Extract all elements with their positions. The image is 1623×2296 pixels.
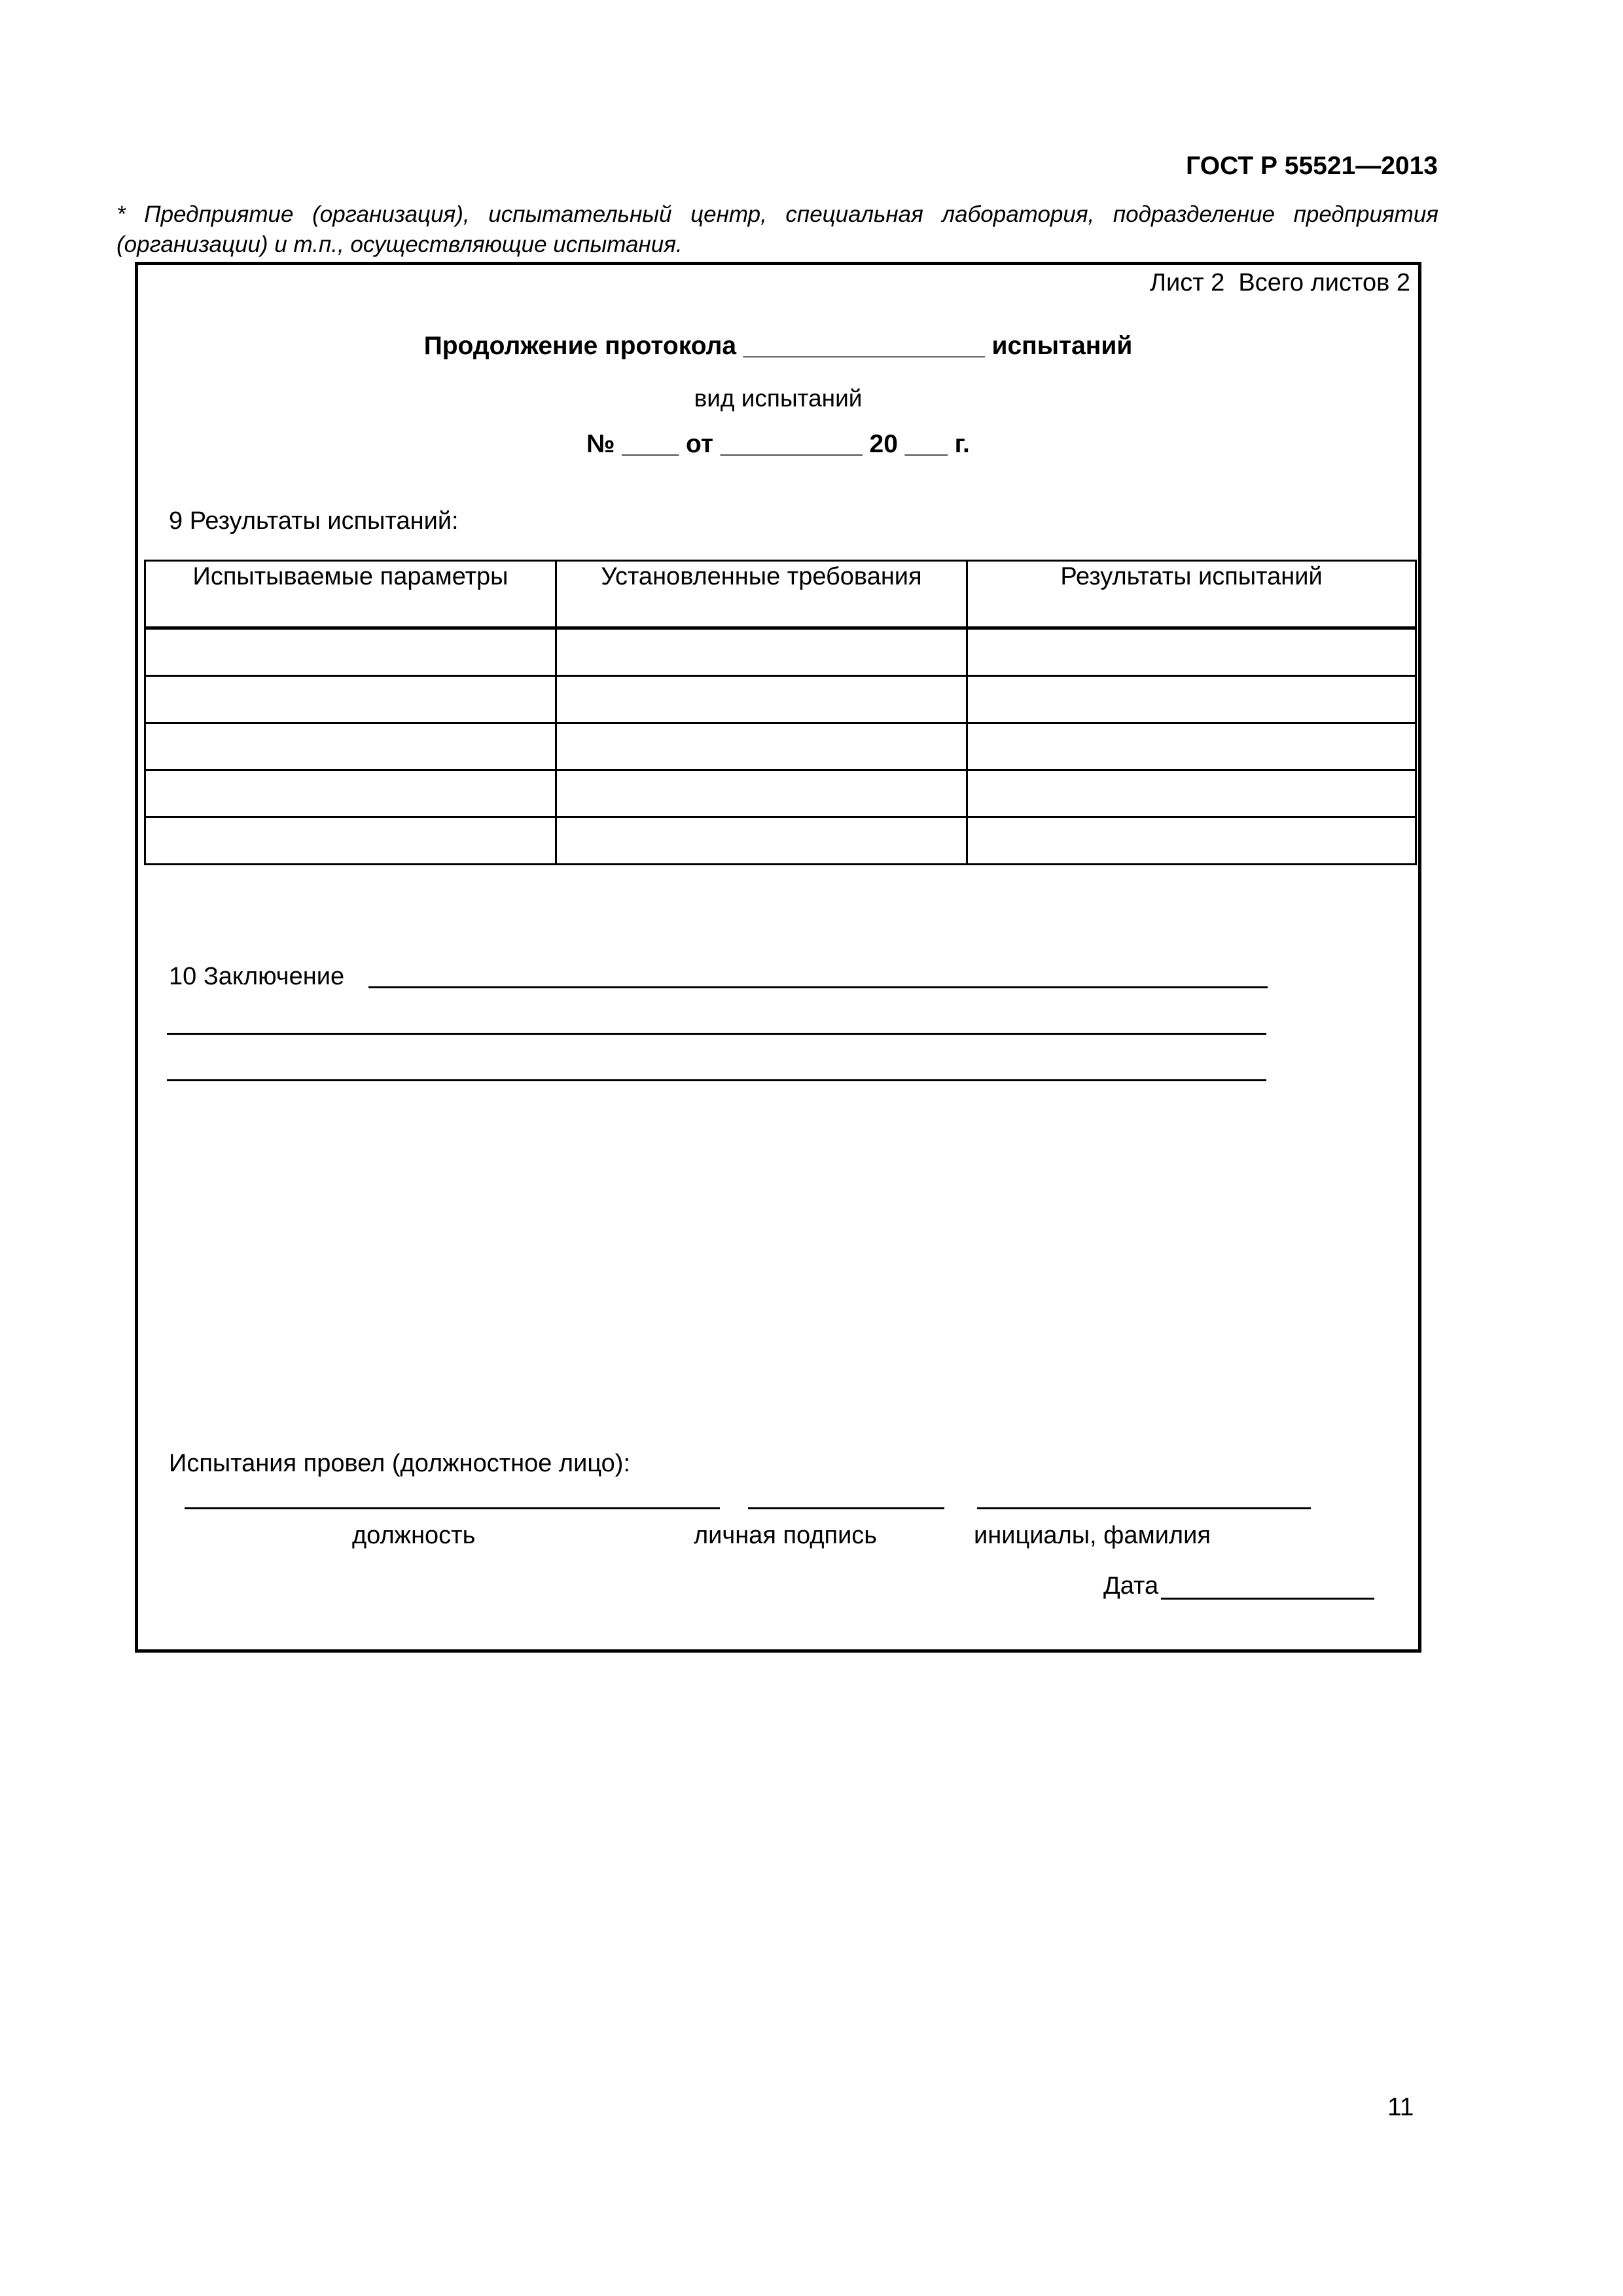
table-row	[145, 817, 1416, 865]
sheet-info: Лист 2 Всего листов 2	[1150, 269, 1410, 296]
table-row	[145, 676, 1416, 723]
date-line[interactable]	[1161, 1598, 1374, 1600]
signature-line[interactable]	[748, 1507, 944, 1509]
table-cell[interactable]	[556, 723, 967, 770]
header-results: Результаты испытаний	[967, 561, 1416, 628]
section-10-heading: 10 Заключение	[169, 963, 345, 990]
results-table	[144, 560, 1417, 865]
date-label: Дата	[1103, 1572, 1159, 1600]
conclusion-line-1[interactable]	[368, 986, 1268, 988]
protocol-number-line: № ____ от __________ 20 ___ г.	[586, 430, 970, 458]
header-requirements: Установленные требования	[556, 561, 967, 628]
table-cell[interactable]	[556, 676, 967, 723]
table-cell[interactable]	[145, 723, 556, 770]
name-caption: инициалы, фамилия	[974, 1522, 1211, 1549]
protocol-title: Продолжение протокола _________________ испытаний	[423, 332, 1133, 360]
table-cell[interactable]	[145, 628, 556, 676]
conclusion-line-2[interactable]	[167, 1033, 1266, 1035]
table-cell[interactable]	[967, 676, 1416, 723]
signature-caption: личная подпись	[694, 1522, 878, 1549]
table-cell[interactable]	[145, 770, 556, 817]
table-row	[145, 628, 1416, 676]
signer-label: Испытания провел (должностное лицо):	[169, 1450, 631, 1477]
table-row	[145, 723, 1416, 770]
name-line[interactable]	[977, 1507, 1311, 1509]
conclusion-line-3[interactable]	[167, 1079, 1266, 1081]
footnote: * Предприятие (организация), испытательный центр, специальная лаборатория, подразделение предприятия (организации) и т.п., осуществляющие испытания.	[116, 202, 1438, 257]
page-number: 11	[1387, 2093, 1414, 2121]
table-cell[interactable]	[556, 770, 967, 817]
section-9-heading: 9 Результаты испытаний:	[169, 507, 459, 535]
table-cell[interactable]	[145, 817, 556, 865]
test-type-caption: вид испытаний	[694, 385, 863, 412]
table-row	[145, 770, 1416, 817]
position-line[interactable]	[185, 1507, 720, 1509]
header-parameters: Испытываемые параметры	[145, 561, 556, 628]
table-cell[interactable]	[967, 817, 1416, 865]
table-cell[interactable]	[556, 817, 967, 865]
position-caption: должность	[352, 1522, 476, 1549]
standard-code: ГОСТ Р 55521—2013	[1186, 152, 1438, 180]
table-cell[interactable]	[967, 628, 1416, 676]
table-cell[interactable]	[145, 676, 556, 723]
table-cell[interactable]	[556, 628, 967, 676]
protocol-form	[135, 262, 1421, 1653]
table-cell[interactable]	[967, 770, 1416, 817]
table-cell[interactable]	[967, 723, 1416, 770]
